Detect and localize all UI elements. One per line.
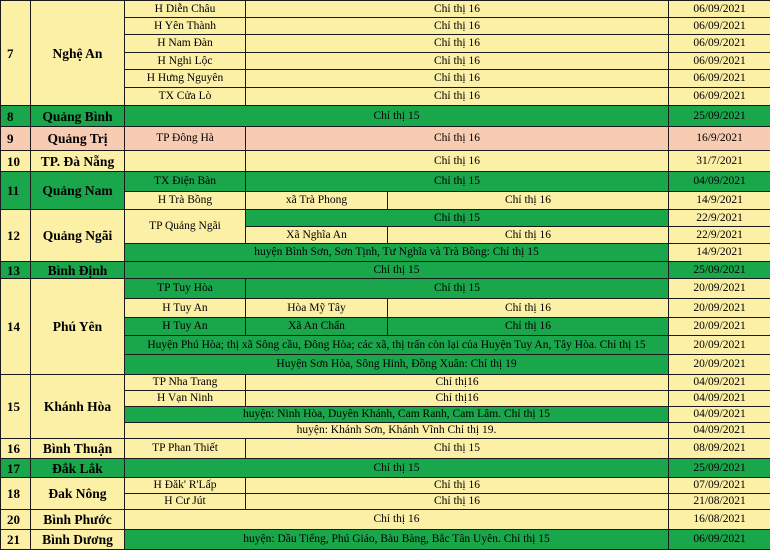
row-number: 11 (1, 172, 31, 210)
measure-cell: Huyện Phú Hòa; thị xã Sông cầu, Đông Hòa; các xã, thị trấn còn lại của Huyện Tuy An, Tây Hòa. Chỉ thị 15 (125, 336, 669, 355)
area-cell (125, 151, 246, 172)
measure-cell: huyện: Khánh Sơn, Khánh Vĩnh Chỉ thị 19. (125, 423, 669, 439)
date-cell: 04/09/2021 (669, 407, 770, 423)
table-row (1, 1, 770, 18)
province-name: Bình Dương (31, 530, 125, 550)
date-cell: 06/09/2021 (669, 35, 770, 53)
table-row (1, 210, 770, 227)
table-row (1, 375, 770, 391)
date-cell: 06/09/2021 (669, 88, 770, 106)
area-cell: H Yên Thành (125, 18, 246, 35)
measure-cell: Chỉ thị 16 (388, 227, 669, 244)
area-cell: H Hưng Nguyên (125, 70, 246, 88)
province-name: Bình Định (31, 262, 125, 279)
row-number: 16 (1, 439, 31, 459)
table-row (1, 478, 770, 494)
date-cell: 25/09/2021 (669, 459, 770, 478)
measure-cell: Chỉ thị16 (246, 375, 669, 391)
measure-cell: Chỉ thị 16 (246, 88, 669, 106)
date-cell: 16/9/2021 (669, 127, 770, 151)
row-number: 14 (1, 279, 31, 375)
province-name: Phú Yên (31, 279, 125, 375)
province-name: Bình Phước (31, 510, 125, 530)
area-cell: H Đăk' R'Lấp (125, 478, 246, 494)
measure-cell: huyện: Dầu Tiếng, Phú Giáo, Bàu Bàng, Bắc Tân Uyên. Chỉ thị 15 (125, 530, 669, 550)
area-cell: H Nam Đàn (125, 35, 246, 53)
date-cell: 06/09/2021 (669, 1, 770, 18)
sub-area-cell: Xã Nghĩa An (246, 227, 388, 244)
area-cell: TP Nha Trang (125, 375, 246, 391)
date-cell: 20/09/2021 (669, 355, 770, 375)
measure-cell: Chỉ thị 16 (388, 192, 669, 210)
area-cell: TP Quảng Ngãi (125, 210, 246, 244)
province-name: Đak Nông (31, 478, 125, 510)
date-cell: 25/09/2021 (669, 106, 770, 127)
date-cell: 31/7/2021 (669, 151, 770, 172)
province-name: Quảng Nam (31, 172, 125, 210)
date-cell: 20/09/2021 (669, 299, 770, 318)
measure-cell: huyện Bình Sơn, Sơn Tịnh, Tư Nghĩa và Trà Bồng: Chỉ thị 15 (125, 244, 669, 262)
area-cell: TX Cửa Lò (125, 88, 246, 106)
measure-cell: Chỉ thị 16 (246, 70, 669, 88)
date-cell: 06/09/2021 (669, 18, 770, 35)
measure-cell: Chỉ thị 15 (246, 172, 669, 192)
date-cell: 16/08/2021 (669, 510, 770, 530)
table-row (1, 106, 770, 127)
measure-cell: Chỉ thị 15 (246, 279, 669, 299)
area-cell: H Vạn Ninh (125, 391, 246, 407)
measure-cell: Chỉ thị 16 (246, 478, 669, 494)
province-name: Quảng Ngãi (31, 210, 125, 262)
province-name: Bình Thuận (31, 439, 125, 459)
table-row (1, 459, 770, 478)
area-cell: TP Đông Hà (125, 127, 246, 151)
table-row (1, 127, 770, 151)
table-row (1, 510, 770, 530)
table-row (1, 279, 770, 299)
date-cell: 06/09/2021 (669, 530, 770, 550)
measure-cell: Chỉ thị 16 (388, 318, 669, 336)
measure-cell: Chỉ thị 15 (125, 106, 669, 127)
date-cell: 20/09/2021 (669, 336, 770, 355)
area-cell: TX Điện Bàn (125, 172, 246, 192)
row-number: 10 (1, 151, 31, 172)
sub-area-cell: Xã An Chấn (246, 318, 388, 336)
measure-cell: Chỉ thị 15 (246, 210, 669, 227)
date-cell: 20/09/2021 (669, 318, 770, 336)
sub-area-cell: Hòa Mỹ Tây (246, 299, 388, 318)
table-row (1, 439, 770, 459)
date-cell: 06/09/2021 (669, 53, 770, 70)
row-number: 18 (1, 478, 31, 510)
date-cell: 06/09/2021 (669, 70, 770, 88)
measure-cell: Huyện Sơn Hòa, Sông Hinh, Đồng Xuân: Chỉ thị 19 (125, 355, 669, 375)
measure-cell: Chỉ thị 16 (246, 35, 669, 53)
date-cell: 04/09/2021 (669, 423, 770, 439)
province-name: Quảng Bình (31, 106, 125, 127)
measure-cell: Chỉ thị 15 (246, 439, 669, 459)
measure-cell: Chỉ thị 15 (125, 459, 669, 478)
area-cell: TP Tuy Hòa (125, 279, 246, 299)
date-cell: 22/9/2021 (669, 210, 770, 227)
date-cell: 20/09/2021 (669, 279, 770, 299)
area-cell: H Tuy An (125, 318, 246, 336)
date-cell: 25/09/2021 (669, 262, 770, 279)
measure-cell: Chỉ thị 16 (388, 299, 669, 318)
measure-cell: Chỉ thị 16 (246, 151, 669, 172)
row-number: 12 (1, 210, 31, 262)
row-number: 15 (1, 375, 31, 439)
province-name: TP. Đà Nẵng (31, 151, 125, 172)
row-number: 13 (1, 262, 31, 279)
measure-cell: Chỉ thị 16 (246, 18, 669, 35)
date-cell: 08/09/2021 (669, 439, 770, 459)
measure-cell: Chỉ thị 16 (125, 510, 669, 530)
table-row (1, 151, 770, 172)
date-cell: 22/9/2021 (669, 227, 770, 244)
row-number: 17 (1, 459, 31, 478)
date-cell: 07/09/2021 (669, 478, 770, 494)
row-number: 7 (1, 1, 31, 106)
measure-cell: Chỉ thị 16 (246, 127, 669, 151)
table-row (1, 172, 770, 192)
date-cell: 21/08/2021 (669, 494, 770, 510)
date-cell: 04/09/2021 (669, 375, 770, 391)
row-number: 9 (1, 127, 31, 151)
row-number: 21 (1, 530, 31, 550)
sub-area-cell: xã Trà Phong (246, 192, 388, 210)
date-cell: 04/09/2021 (669, 391, 770, 407)
province-name: Khánh Hòa (31, 375, 125, 439)
province-name: Đắk Lắk (31, 459, 125, 478)
area-cell: H Nghi Lộc (125, 53, 246, 70)
area-cell: TP Phan Thiết (125, 439, 246, 459)
province-name: Nghệ An (31, 1, 125, 106)
date-cell: 14/9/2021 (669, 244, 770, 262)
area-cell: H Cư Jút (125, 494, 246, 510)
measure-cell: Chỉ thị 16 (246, 1, 669, 18)
measure-cell: Chỉ thị 16 (246, 494, 669, 510)
table-row (1, 530, 770, 550)
area-cell: H Diễn Châu (125, 1, 246, 18)
measure-cell: Chỉ thị 15 (125, 262, 669, 279)
measure-cell: huyện: Ninh Hòa, Duyên Khánh, Cam Ranh, Cam Lâm. Chỉ thị 15 (125, 407, 669, 423)
area-cell: H Tuy An (125, 299, 246, 318)
date-cell: 04/09/2021 (669, 172, 770, 192)
area-cell: H Trà Bồng (125, 192, 246, 210)
province-name: Quảng Trị (31, 127, 125, 151)
row-number: 20 (1, 510, 31, 530)
measure-cell: Chỉ thị16 (246, 391, 669, 407)
row-number: 8 (1, 106, 31, 127)
measure-cell: Chỉ thị 16 (246, 53, 669, 70)
date-cell: 14/9/2021 (669, 192, 770, 210)
table-row (1, 262, 770, 279)
